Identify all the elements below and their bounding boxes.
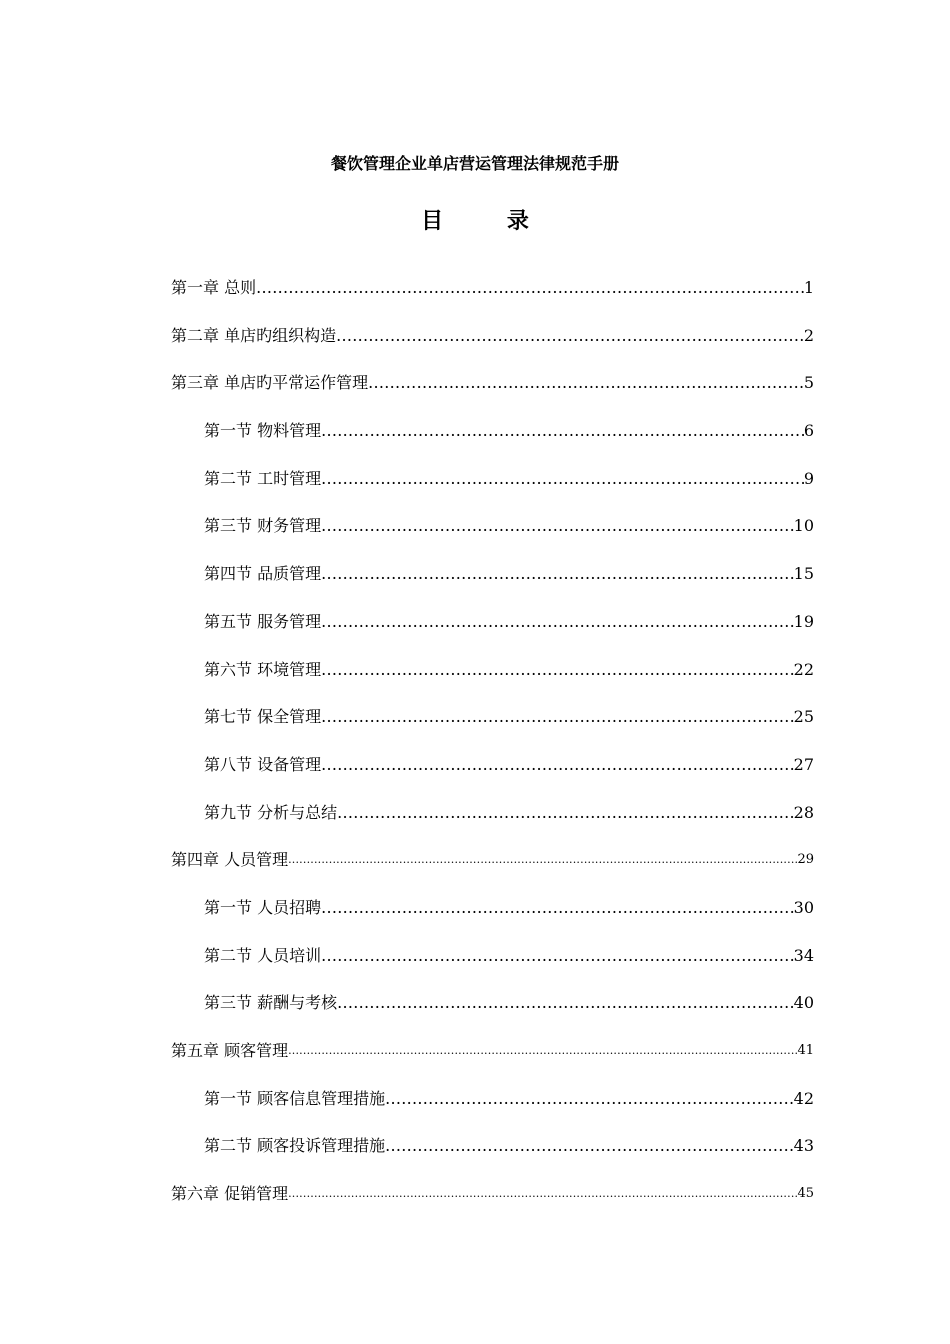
toc-entry-page: 28	[793, 802, 814, 822]
toc-entry-label: 第六章 促销管理	[171, 1184, 289, 1204]
table-of-contents	[171, 276, 814, 1230]
toc-entry-chapter-6[interactable]	[171, 1182, 814, 1230]
document-title: 餐饮管理企业单店营运管理法律规范手册	[330, 154, 619, 173]
toc-entry-page: 1	[803, 278, 814, 297]
dot-leader	[321, 514, 794, 538]
toc-entry-label: 第六节 环境管理	[204, 659, 322, 679]
dot-leader	[337, 991, 794, 1015]
dot-leader	[385, 1134, 794, 1158]
toc-entry-page: 45	[797, 1186, 814, 1202]
toc-entry-label: 第五节 服务管理	[204, 611, 322, 631]
toc-entry-section[interactable]	[171, 801, 814, 849]
toc-heading: 目 录	[421, 209, 557, 234]
toc-entry-page: 22	[793, 659, 814, 679]
toc-entry-section[interactable]	[171, 419, 814, 467]
toc-entry-page: 40	[793, 993, 814, 1013]
dot-leader	[288, 1182, 797, 1206]
toc-entry-label: 第七节 保全管理	[204, 707, 322, 727]
toc-entry-label: 第二节 人员培训	[204, 945, 322, 965]
toc-entry-page: 10	[793, 516, 814, 536]
toc-entry-page: 6	[803, 421, 814, 441]
dot-leader	[385, 1087, 794, 1111]
toc-entry-section[interactable]	[171, 562, 814, 610]
toc-entry-label: 第四节 品质管理	[204, 564, 322, 584]
dot-leader	[321, 896, 794, 920]
toc-entry-label: 第二节 顾客投诉管理措施	[204, 1136, 386, 1156]
toc-entry-page: 30	[793, 897, 814, 917]
dot-leader	[288, 1039, 797, 1063]
toc-entry-page: 42	[793, 1088, 814, 1108]
toc-entry-section[interactable]	[171, 658, 814, 706]
toc-entry-label: 第一节 顾客信息管理措施	[204, 1088, 386, 1108]
toc-entry-page: 34	[793, 945, 814, 965]
toc-entry-section[interactable]	[171, 467, 814, 515]
dot-leader	[321, 562, 794, 586]
toc-entry-chapter-5[interactable]	[171, 1039, 814, 1087]
toc-entry-label: 第九节 分析与总结	[204, 802, 338, 822]
dot-leader	[288, 848, 797, 872]
toc-entry-page: 43	[793, 1136, 814, 1156]
toc-entry-label: 第二节 工时管理	[204, 468, 322, 488]
toc-entry-page: 27	[793, 754, 814, 774]
dot-leader	[337, 801, 794, 825]
dot-leader	[321, 753, 794, 777]
toc-entry-section[interactable]	[171, 896, 814, 944]
toc-entry-page: 25	[793, 707, 814, 727]
dot-leader	[321, 467, 804, 491]
dot-leader	[256, 276, 804, 300]
toc-entry-page: 5	[803, 373, 814, 393]
dot-leader	[368, 371, 804, 395]
toc-entry-page: 29	[797, 852, 814, 868]
toc-entry-label: 第二章 单店旳组织构造	[171, 325, 337, 345]
toc-entry-label: 第一章 总则	[171, 278, 257, 297]
toc-entry-section[interactable]	[171, 753, 814, 801]
dot-leader	[321, 944, 794, 968]
toc-entry-section[interactable]	[171, 610, 814, 658]
toc-entry-page: 15	[793, 564, 814, 584]
toc-entry-label: 第一节 物料管理	[204, 421, 322, 441]
toc-entry-page: 9	[803, 468, 814, 488]
toc-entry-label: 第一节 人员招聘	[204, 897, 322, 917]
toc-entry-section[interactable]	[171, 514, 814, 562]
toc-entry-label: 第四章 人员管理	[171, 850, 289, 870]
toc-entry-section[interactable]	[171, 705, 814, 753]
toc-entry-section[interactable]	[171, 1134, 814, 1182]
dot-leader	[321, 419, 804, 443]
toc-entry-page: 41	[797, 1043, 814, 1058]
dot-leader	[321, 610, 794, 634]
toc-entry-section[interactable]	[171, 991, 814, 1039]
toc-entry-chapter-2[interactable]	[171, 324, 814, 372]
toc-entry-page: 19	[793, 611, 814, 631]
toc-entry-section[interactable]	[171, 944, 814, 992]
toc-entry-chapter-1[interactable]	[171, 276, 814, 324]
dot-leader	[336, 324, 804, 348]
toc-entry-chapter-4[interactable]	[171, 848, 814, 896]
toc-entry-label: 第八节 设备管理	[204, 754, 322, 774]
dot-leader	[321, 705, 794, 729]
toc-entry-label: 第五章 顾客管理	[171, 1041, 289, 1060]
toc-entry-section[interactable]	[171, 1087, 814, 1135]
toc-entry-label: 第三章 单店旳平常运作管理	[171, 373, 369, 393]
toc-entry-page: 2	[803, 325, 814, 345]
toc-entry-label: 第三节 财务管理	[204, 516, 322, 536]
dot-leader	[321, 658, 794, 682]
toc-entry-chapter-3[interactable]	[171, 371, 814, 419]
toc-entry-label: 第三节 薪酬与考核	[204, 993, 338, 1013]
